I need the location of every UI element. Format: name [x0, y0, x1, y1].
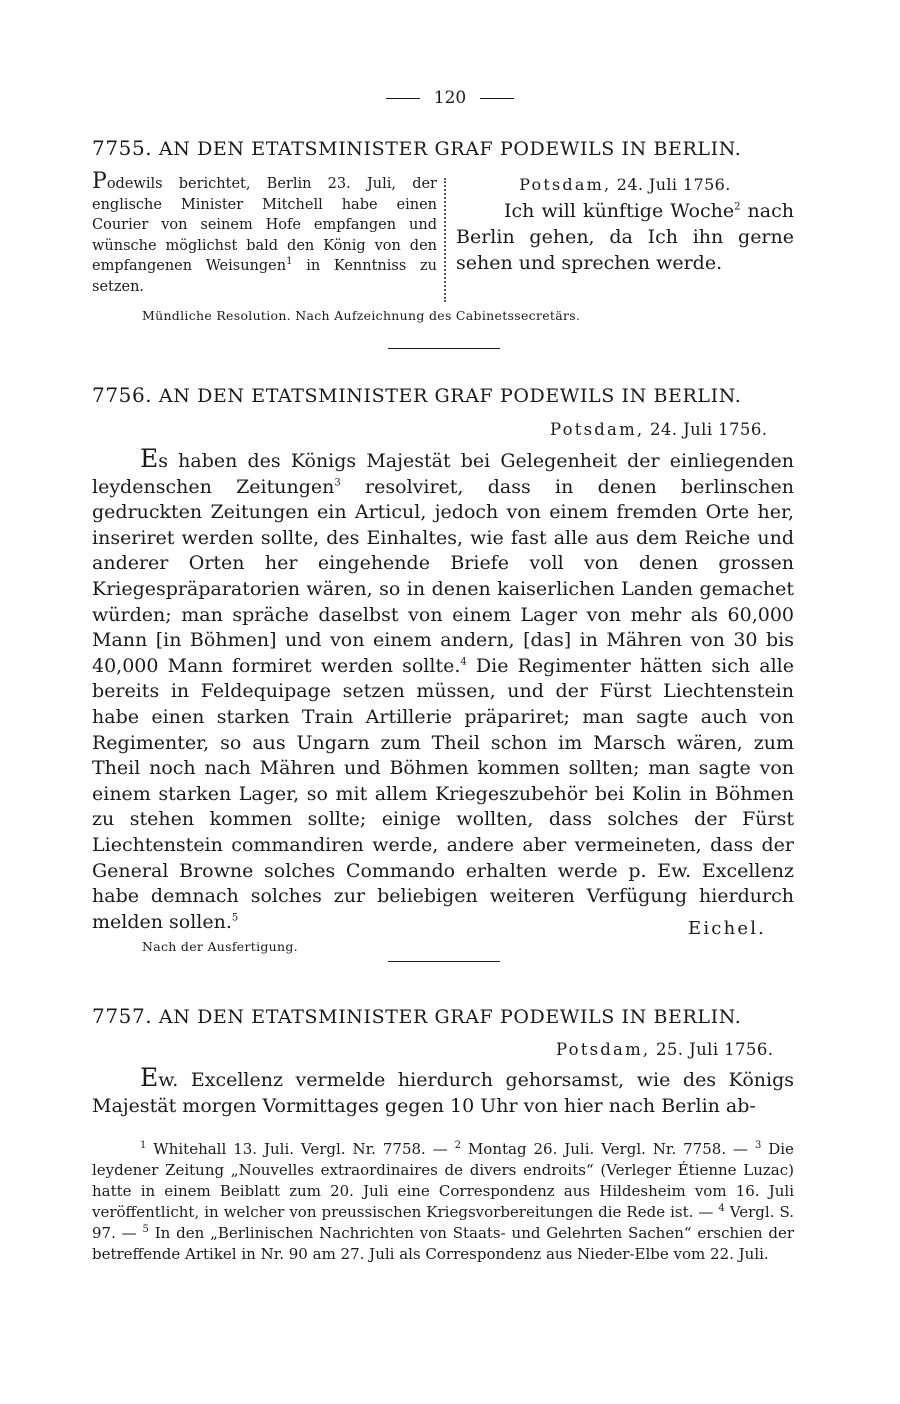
footnote-ref: 4	[460, 656, 467, 668]
dateline-place: Potsdam,	[519, 175, 612, 194]
source-note: Nach der Ausfertigung.	[142, 939, 298, 954]
letter-summary	[92, 169, 437, 297]
letter-title: AN DEN ETATSMINISTER GRAF PODEWILS IN BERLIN.	[158, 138, 742, 160]
summary-text-end: in Kenntniss zu setzen.	[92, 258, 437, 295]
summary-text: odewils berichtet, Berlin 23. Juli, der englische Minister Mitchell habe einen Courier von seinem Hofe empfangen und wünsche möglichst bald den König von den empfangenen Weisungen	[92, 176, 437, 274]
footnote-5: In den „Berlinischen Nachrichten von Staats- und Gelehrten Sachen“ erschien der betreffende Artikel in Nr. 90 am 27. Juli als Correspondenz aus Nieder-Elbe vom 22. Juli.	[92, 1224, 794, 1263]
footnote-mark: 3	[754, 1140, 762, 1151]
footnote-mark: 4	[718, 1203, 725, 1214]
letter-heading-7757	[92, 1004, 796, 1028]
dateline-date: 24. Juli 1756.	[616, 175, 731, 194]
footnote-ref: 3	[334, 477, 341, 489]
summary-initial: P	[92, 169, 107, 194]
reply-text-a: Ich will künftige Woche	[504, 200, 735, 222]
body-text: w. Excellenz vermelde hierdurch gehorsamst, wie des Königs Majestät morgen Vormittages gegen 10 Uhr von hier nach Berlin ab-	[92, 1069, 794, 1117]
body-text-b: resolviret, dass in denen berlinschen gedruckten Zeitungen ein Articul, jedoch von einem fremden Orte her, inseriret werden sollte, des Einhaltes, wie fast alle aus dem Reiche und anderer Orten her eingehende Briefe voll von denen grossen Kriegespräparatorien wären, so in denen kaiserlichen Landen gemachet würden; man spräche daselbst von einem Lager von mehr als 60,000 Mann [in Böhmen] und von einem andern, [das] in Mähren von 30 bis 40,000 Mann formiret werden sollte.	[92, 475, 795, 677]
footnote-mark: 5	[142, 1224, 149, 1235]
letter-number: 7756.	[92, 383, 153, 407]
dateline	[556, 1040, 773, 1059]
footnote-1: Whitehall 13. Juli. Vergl. Nr. 7758. —	[153, 1140, 448, 1158]
dateline-place: Potsdam,	[550, 420, 645, 439]
dateline-date: 24. Juli 1756.	[650, 420, 768, 439]
page-number-dash-left	[386, 98, 420, 99]
letter-heading-7756	[92, 383, 796, 407]
dateline	[456, 172, 794, 198]
footnotes	[92, 1139, 794, 1265]
signature: Eichel.	[688, 918, 767, 939]
page-number-dash-right	[480, 98, 514, 99]
body-paragraph	[92, 1065, 794, 1119]
column-divider	[444, 178, 446, 302]
letter-number: 7757.	[92, 1004, 153, 1028]
dateline	[550, 420, 767, 439]
body-text-a: s haben des Königs Majestät bei Gelegenheit der einliegenden leydenschen Zeitungen	[92, 450, 794, 498]
dateline-date: 25. Juli 1756.	[656, 1040, 774, 1059]
letter-body-7757	[92, 1065, 794, 1119]
section-rule	[388, 961, 500, 962]
letter-title: AN DEN ETATSMINISTER GRAF PODEWILS IN BERLIN.	[158, 1006, 742, 1028]
letter-body-7756	[92, 446, 794, 935]
footnote-ref: 5	[231, 912, 239, 924]
footnote-2: Montag 26. Juli. Vergl. Nr. 7758. —	[467, 1140, 749, 1158]
footnote-mark: 2	[454, 1140, 462, 1151]
dateline-place: Potsdam,	[556, 1040, 651, 1059]
body-initial: E	[140, 444, 159, 473]
footnote-ref: 1	[286, 256, 293, 268]
letter-title: AN DEN ETATSMINISTER GRAF PODEWILS IN BERLIN.	[158, 385, 742, 407]
footnote-mark: 1	[140, 1140, 147, 1151]
reply-text-b: nach Berlin gehen, da Ich ihn gerne sehen und sprechen werde.	[456, 200, 794, 274]
body-initial: E	[140, 1063, 159, 1092]
page-number-line	[0, 88, 900, 108]
source-note: Mündliche Resolution. Nach Aufzeichnung des Cabinetssecretärs.	[142, 308, 581, 323]
footnote-block	[92, 1139, 794, 1265]
footnote-ref: 2	[734, 201, 741, 213]
page-number: 120	[433, 88, 467, 108]
section-rule	[388, 348, 500, 349]
body-text-c: Die Regimenter hätten sich alle bereits in Feldequipage setzen müssen, und der Fürst Liechtenstein habe einen starken Train Artillerie präpariret; man sagte auch von Regimenter, so aus Ungarn zum Theil schon im Marsch wären, zum Theil noch nach Mähren und Böhmen kommen sollten; man sagte von einem starken Lager, so mit allem Kriegeszubehör bei Kolin in Böhmen zu stehen kommen sollte; einige wollten, dass solches der Fürst Liechtenstein commandiren werde, andere aber vermeineten, dass der General Browne solches Commando erhalten werde p. Ew. Excellenz habe demnach solches zur beliebigen weiteren Verfügung hierdurch melden sollen.	[92, 654, 794, 933]
reply-text	[456, 198, 794, 276]
body-paragraph	[92, 446, 794, 935]
letter-heading-7755	[92, 136, 796, 160]
footnote-4: Vergl. S. 97. —	[92, 1203, 794, 1242]
footnote-3: Die leydener Zeitung „Nouvelles extraordinaires de divers endroits“ (Verleger Étienne Luzac) hatte in einem Beiblatt zum 20. Juli eine Correspondenz aus Hildesheim vom 16. Juli veröffentlicht, in welcher von preussischen Kriegsvorbereitungen die Rede ist. —	[92, 1140, 794, 1221]
letter-number: 7755.	[92, 136, 153, 160]
letter-reply	[456, 172, 794, 276]
